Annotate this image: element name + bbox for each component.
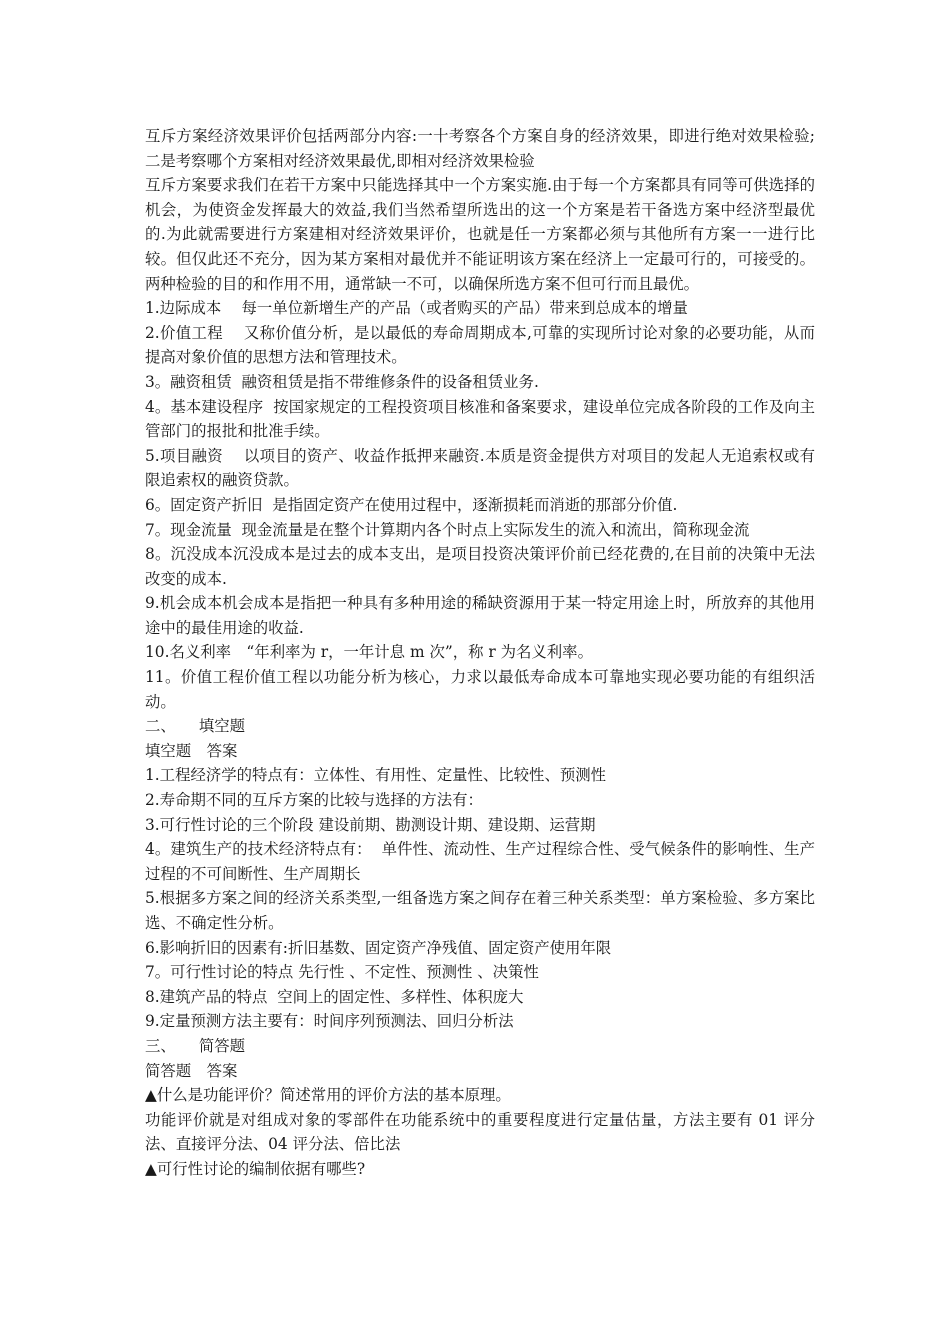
question-function-evaluation: ▲什么是功能评价？简述常用的评价方法的基本原理。 xyxy=(145,1086,511,1105)
answer-function-evaluation: 功能评价就是对组成对象的零部件在功能系统中的重要程度进行定量估量，方法主要有 01 评分法、直接评分法、04 评分法、倍比法 xyxy=(145,1110,815,1154)
term-depreciation: 6。固定资产折旧 是指固定资产在使用过程中，逐渐损耗而消逝的那部分价值. xyxy=(145,495,678,514)
term-financial-lease: 3。融资租赁 融资租赁是指不带维修条件的设备租赁业务. xyxy=(145,372,539,391)
fill-item-4: 4。建筑生产的技术经济特点有： 单件性、流动性、生产过程综合性、受气候条件的影响性、生产过程的不可间断性、生产周期长 xyxy=(145,840,815,883)
fill-item-5: 5.根据多方案之间的经济关系类型,一组备选方案之间存在着三种关系类型：单方案检验、多方案比选、不确定性分析。 xyxy=(145,889,815,932)
section-heading-short-answer: 三、 简答题 xyxy=(145,1036,246,1055)
term-nominal-rate: 10.名义利率 “年利率为 r，一年计息 m 次”，称 r 为名义利率。 xyxy=(145,643,593,662)
fill-item-6: 6.影响折旧的因素有:折旧基数、固定资产净残值、固定资产使用年限 xyxy=(145,938,612,957)
document-body xyxy=(145,124,815,1182)
fill-item-1: 1.工程经济学的特点有：立体性、有用性、定量性、比较性、预测性 xyxy=(145,766,607,785)
term-sunk-cost: 8。沉没成本沉没成本是过去的成本支出，是项目投资决策评价前已经花费的,在目前的决策中无法改变的成本. xyxy=(145,545,815,588)
section-subheading-fill-blank: 填空题 答案 xyxy=(145,741,238,760)
term-marginal-cost: 1.边际成本 每一单位新增生产的产品（或者购买的产品）带来到总成本的增量 xyxy=(145,299,688,318)
paragraph-intro-2: 互斥方案要求我们在若干方案中只能选择其中一个方案实施.由于每一个方案都具有同等可供选择的机会，为使资金发挥最大的效益,我们当然希望所选出的这一个方案是若干备选方案中经济型最优的.为此就需要进行方案建相对经济效果评价，也就是任一方案都必须与其他所有方案一一进行比较。但仅此还不充分，因为某方案相对最优并不能证明该方案在经济上一定最可行的，可接受的。两种检验的目的和作用不用，通常缺一不可，以确保所选方案不但可行而且最优。 xyxy=(145,176,815,293)
term-construction-procedure: 4。基本建设程序 按国家规定的工程投资项目核准和备案要求，建设单位完成各阶段的工作及向主管部门的报批和批准手续。 xyxy=(145,397,815,441)
term-opportunity-cost: 9.机会成本机会成本是指把一种具有多种用途的稀缺资源用于某一特定用途上时，所放弃的其他用途中的最佳用途的收益. xyxy=(145,594,815,637)
paragraph-intro-1: 互斥方案经济效果评价包括两部分内容:一十考察各个方案自身的经济效果，即进行绝对效果检验;二是考察哪个方案相对经济效果最优,即相对经济效果检验 xyxy=(145,127,815,170)
fill-item-2: 2.寿命期不同的互斥方案的比较与选择的方法有： xyxy=(145,791,483,810)
term-project-financing: 5.项目融资 以项目的资产、收益作抵押来融资.本质是资金提供方对项目的发起人无追索权或有限追索权的融资贷款。 xyxy=(145,446,815,490)
fill-item-9: 9.定量预测方法主要有：时间序列预测法、回归分析法 xyxy=(145,1012,514,1031)
fill-item-3: 3.可行性讨论的三个阶段 建设前期、勘测设计期、建设期、运营期 xyxy=(145,815,596,834)
term-value-engineering-2: 11。价值工程价值工程以功能分析为核心，力求以最低寿命成本可靠地实现必要功能的有组织活动。 xyxy=(145,668,815,711)
section-heading-fill-blank: 二、 填空题 xyxy=(145,717,246,736)
section-subheading-short-answer: 简答题 答案 xyxy=(145,1061,238,1080)
term-value-engineering: 2.价值工程 又称价值分析，是以最低的寿命周期成本,可靠的实现所讨论对象的必要功能，从而提高对象价值的思想方法和管理技术。 xyxy=(145,323,815,367)
fill-item-7: 7。可行性讨论的特点 先行性 、不定性、预测性 、决策性 xyxy=(145,963,539,982)
question-feasibility-basis: ▲可行性讨论的编制依据有哪些? xyxy=(145,1159,366,1178)
fill-item-8: 8.建筑产品的特点 空间上的固定性、多样性、体积庞大 xyxy=(145,987,524,1006)
term-cash-flow: 7。现金流量 现金流量是在整个计算期内各个时点上实际发生的流入和流出，简称现金流 xyxy=(145,520,750,539)
